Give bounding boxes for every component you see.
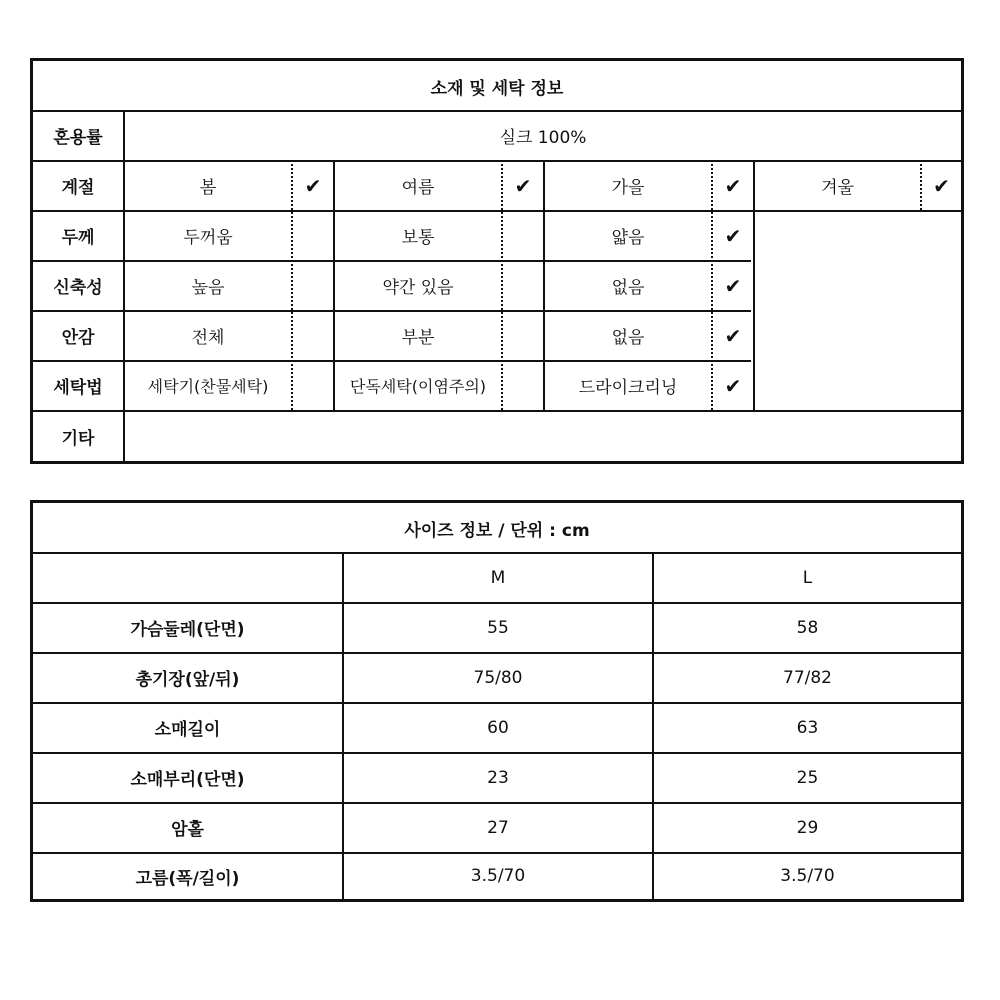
size-row-label: 암홀 — [171, 820, 204, 840]
lining-option-partial: 부분 — [401, 328, 435, 348]
stretch-option-some: 약간 있음 — [382, 278, 454, 298]
season-option-winter: 겨울 — [821, 178, 854, 198]
size-row-label: 가슴둘레(단면) — [130, 620, 245, 640]
size-value-m: 60 — [487, 717, 509, 738]
season-option-autumn: 가을 — [611, 178, 645, 198]
stretch-none-check: ✔ — [724, 273, 742, 298]
size-header-m: M — [490, 567, 506, 588]
blend-value: 실크 100% — [499, 128, 587, 148]
season-spring-check: ✔ — [304, 173, 322, 198]
season-option-summer: 여름 — [401, 178, 435, 198]
size-value-l: 63 — [796, 717, 819, 738]
size-value-l: 58 — [796, 617, 819, 638]
size-info-table — [30, 500, 964, 902]
size-value-m: 55 — [487, 617, 509, 638]
etc-label: 기타 — [61, 428, 95, 449]
stretch-some-check — [503, 261, 543, 310]
wash-separate-check — [503, 361, 543, 410]
size-value-m: 27 — [487, 817, 509, 838]
lining-label: 안감 — [61, 328, 95, 348]
wash-dryclean-check: ✔ — [724, 373, 742, 398]
wash-option-machine: 세탁기(찬물세탁) — [147, 377, 269, 396]
stretch-option-high: 높음 — [191, 278, 225, 298]
season-label: 계절 — [61, 178, 95, 198]
wash-option-separate: 단독세탁(이염주의) — [349, 377, 487, 396]
size-header-l: L — [802, 567, 813, 588]
stretch-high-check — [293, 261, 333, 310]
blend-label: 혼용률 — [53, 128, 103, 148]
wash-label: 세탁법 — [53, 378, 103, 398]
season-winter-check: ✔ — [933, 173, 950, 198]
size-row-label: 소매길이 — [154, 720, 221, 740]
size-row-label: 총기장(앞/뒤) — [135, 670, 240, 690]
season-option-spring: 봄 — [199, 178, 217, 198]
size-value-l: 3.5/70 — [780, 866, 835, 886]
thickness-normal-check — [503, 211, 543, 260]
stretch-option-none: 없음 — [611, 278, 645, 298]
season-autumn-check: ✔ — [724, 173, 742, 198]
material-care-table — [30, 58, 964, 464]
thickness-label: 두께 — [61, 228, 95, 248]
size-value-l: 25 — [796, 767, 819, 788]
size-row-label: 소매부리(단면) — [130, 770, 245, 790]
lining-none-check: ✔ — [724, 323, 742, 348]
season-summer-check: ✔ — [514, 173, 532, 198]
material-table-title: 소재 및 세탁 정보 — [430, 78, 564, 99]
etc-value — [125, 411, 961, 461]
size-value-m: 75/80 — [473, 667, 523, 688]
size-row-label: 고름(폭/길이) — [135, 868, 240, 889]
size-value-l: 77/82 — [783, 667, 832, 688]
size-value-m: 23 — [487, 767, 509, 788]
lining-option-none: 없음 — [611, 328, 645, 348]
thickness-thick-check — [293, 211, 333, 260]
lining-option-full: 전체 — [191, 328, 225, 348]
lining-full-check — [293, 311, 333, 360]
thickness-option-thin: 얇음 — [611, 228, 645, 248]
stretch-label: 신축성 — [53, 278, 103, 298]
size-value-l: 29 — [796, 817, 819, 838]
wash-option-dryclean: 드라이크리닝 — [578, 378, 678, 398]
size-header-blank — [33, 553, 342, 602]
lining-partial-check — [503, 311, 543, 360]
thickness-thin-check: ✔ — [724, 223, 742, 248]
size-value-m: 3.5/70 — [470, 866, 526, 886]
wash-machine-check — [293, 361, 333, 410]
thickness-option-normal: 보통 — [401, 228, 435, 248]
thickness-option-thick: 두꺼움 — [183, 228, 233, 248]
size-table-title: 사이즈 정보 / 단위 : cm — [404, 520, 590, 541]
